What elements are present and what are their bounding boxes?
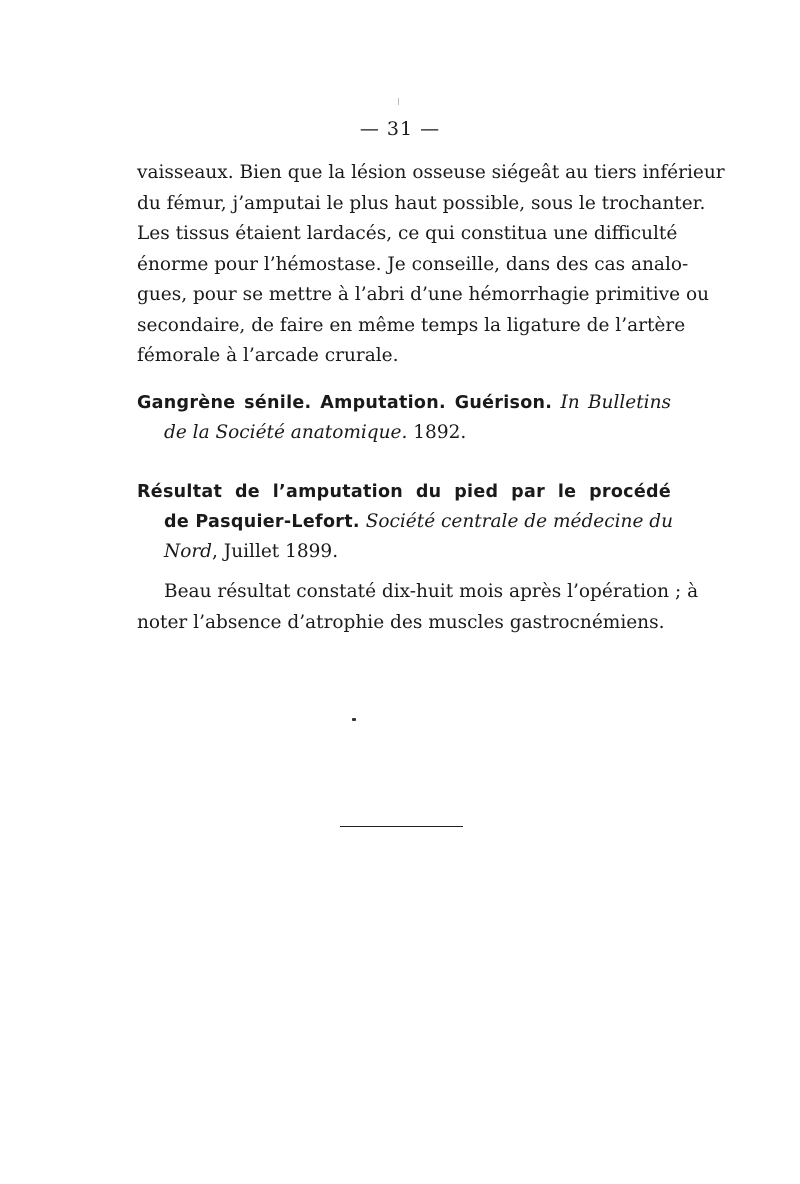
- entry-source-cont: de la Société anatomique.: [164, 422, 408, 443]
- paragraph-continuation: [137, 158, 725, 372]
- text-line: Les tissus étaient lardacés, ce qui constitua une difficulté: [137, 223, 678, 244]
- bibliography-entry-amputation: [137, 478, 674, 566]
- entry-source-cont: Nord: [164, 541, 213, 562]
- entry-source: In Bulletins: [560, 392, 672, 413]
- text-line: énorme pour l’hémostase. Je conseille, dans des cas analo-: [137, 253, 689, 275]
- entry-line: [137, 507, 674, 537]
- text-line: vaisseaux. Bien que la lésion osseuse siégeât au tiers inférieur: [137, 162, 725, 183]
- ink-dot: [352, 718, 356, 721]
- text-line: Beau résultat constaté dix-huit mois après l’opération ; à: [164, 581, 699, 602]
- section-end-rule: [340, 826, 463, 827]
- entry-line: [137, 537, 671, 566]
- paragraph-result: [137, 577, 699, 638]
- entry-title-line: Résultat de l’amputation du pied par le procédé: [137, 482, 671, 502]
- entry-date: , Juillet 1899.: [212, 541, 339, 562]
- text-line: fémorale à l’arcade crurale.: [137, 345, 399, 366]
- text-line: noter l’absence d’atrophie des muscles gastrocnémiens.: [137, 611, 665, 633]
- entry-line: [137, 388, 671, 418]
- text-line: gues, pour se mettre à l’abri d’une hémorrhagie primitive ou: [137, 284, 710, 305]
- entry-source: Société centrale de médecine du: [365, 511, 674, 532]
- bibliography-entry-gangrene: [137, 388, 671, 447]
- page-speck: [398, 98, 399, 105]
- entry-title-cont: de Pasquier-Lefort.: [164, 512, 360, 532]
- entry-line: [137, 418, 671, 447]
- text-line: secondaire, de faire en même temps la ligature de l’artère: [137, 314, 686, 336]
- entry-year: 1892.: [413, 422, 467, 443]
- text-line: du fémur, j’amputai le plus haut possible, sous le trochanter.: [137, 192, 706, 214]
- entry-title: Gangrène sénile. Amputation. Guérison.: [137, 393, 553, 413]
- page-number: — 31 —: [359, 118, 441, 140]
